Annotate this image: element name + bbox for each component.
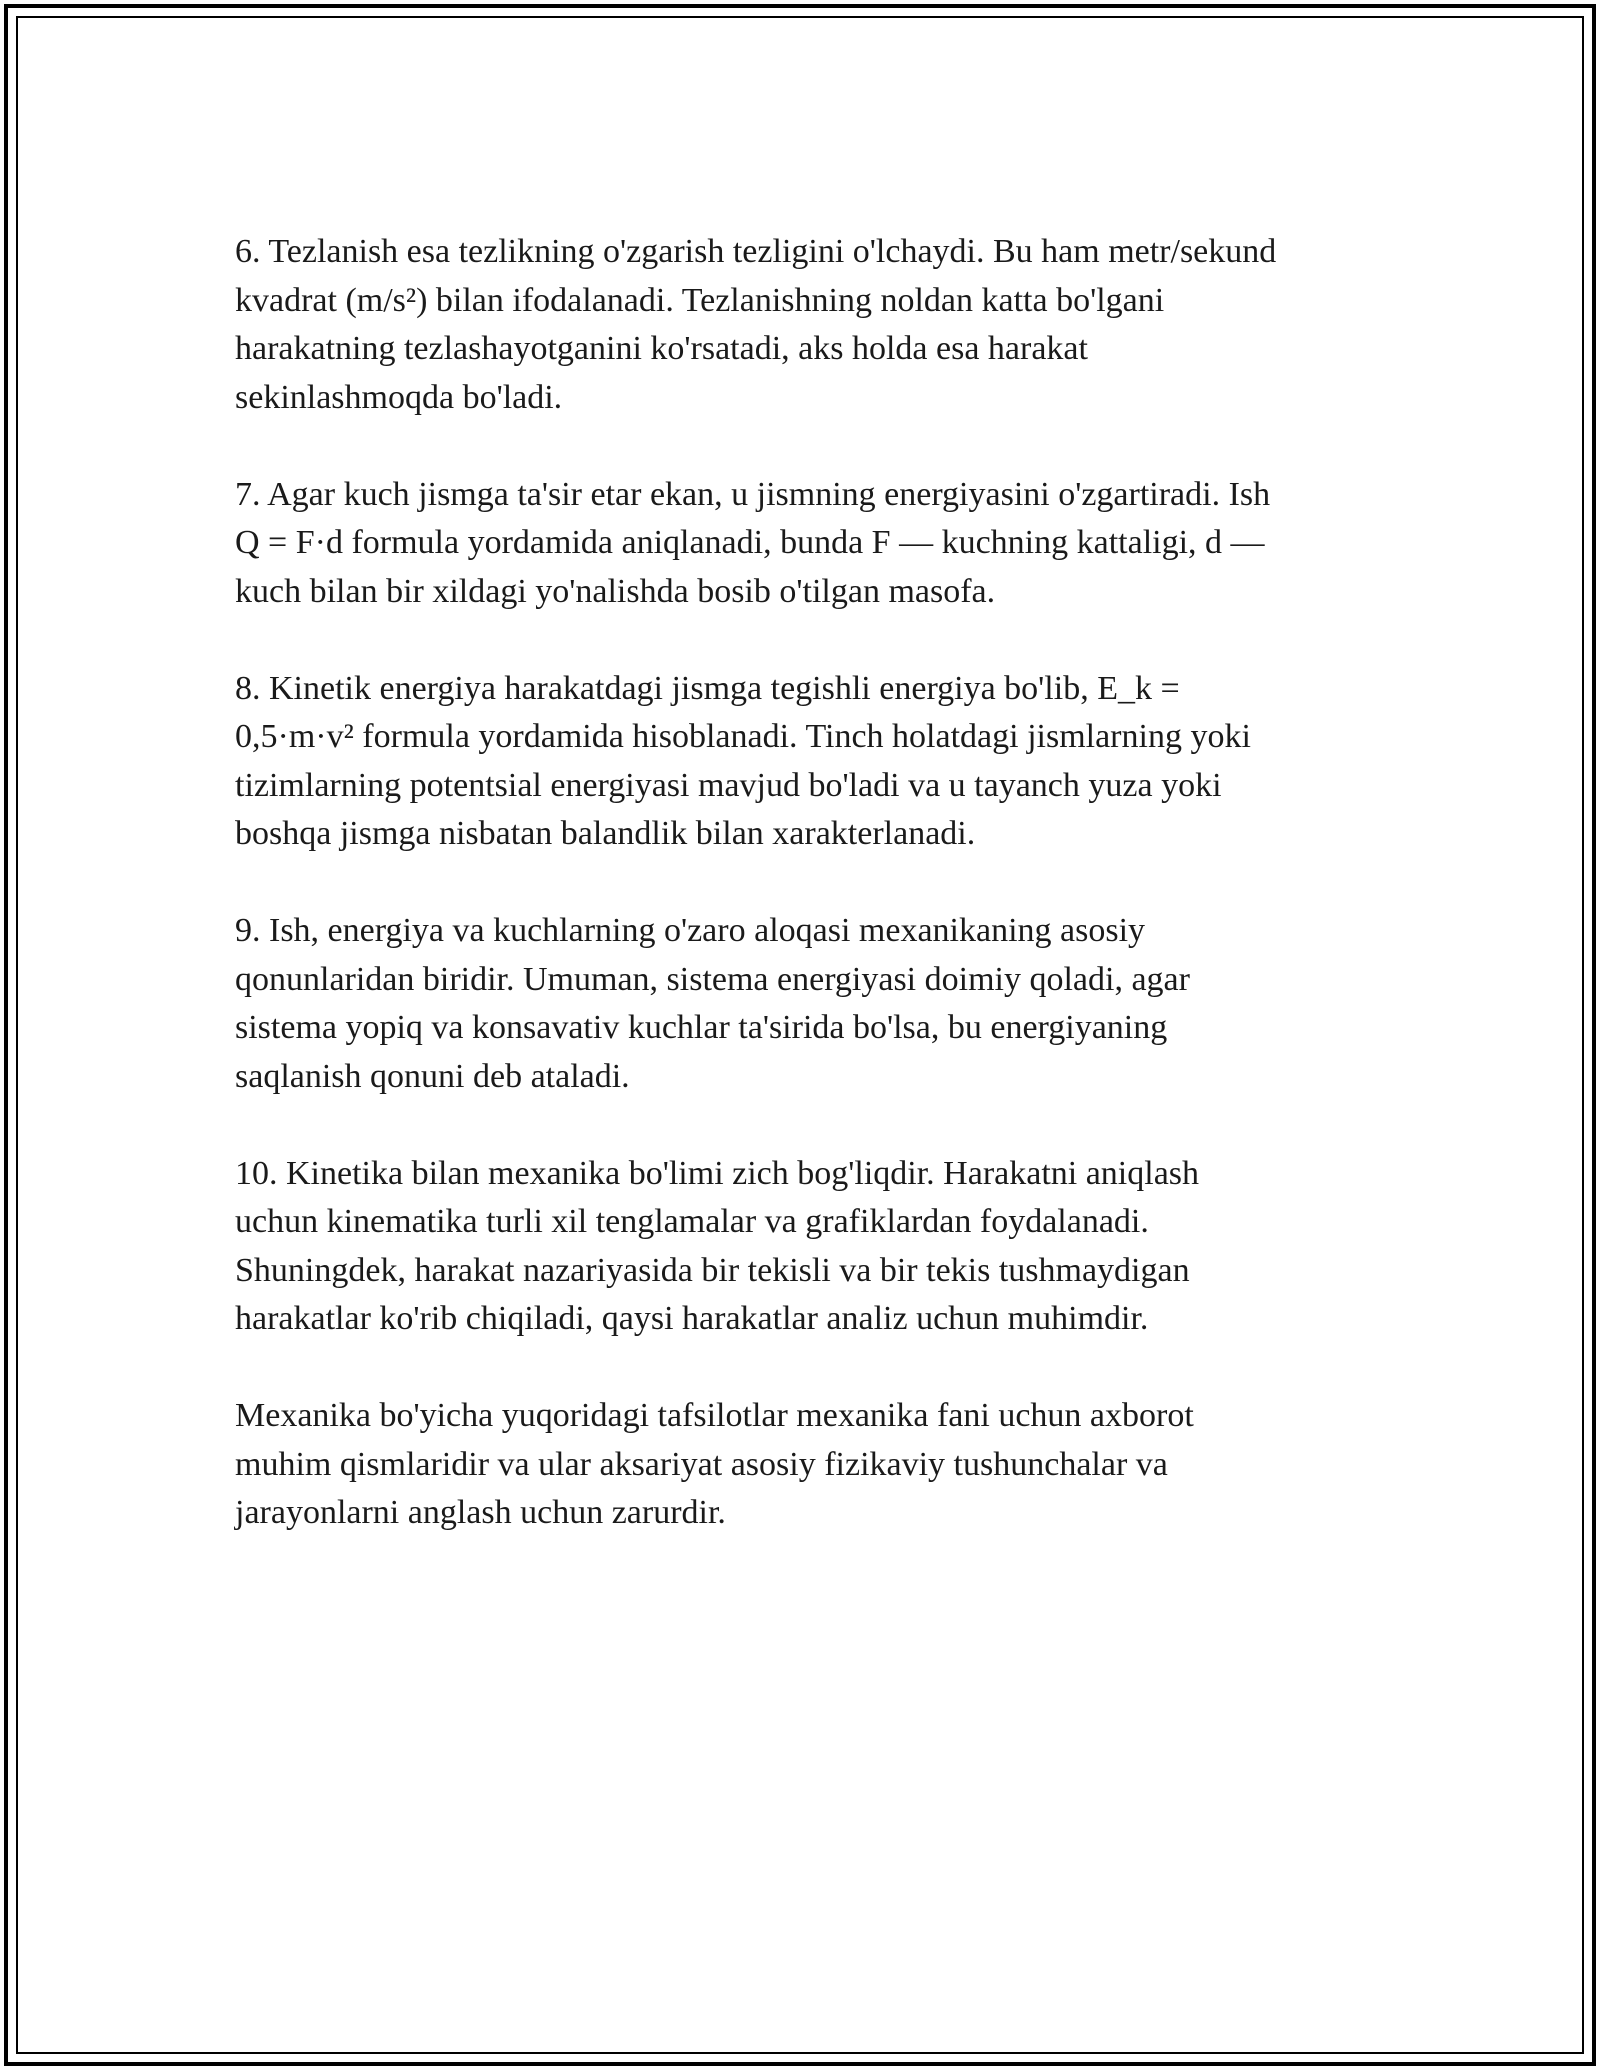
paragraph-8: 8. Kinetik energiya harakatdagi jismga tegishli energiya bo'lib, E_k = 0,5·m·v² formula yordamida hisoblanadi. Tinch holatdagi jismlarning yoki tizimlarning potentsial energiyasi mavjud bo'ladi va u tayanch yuza yoki boshqa jismga nisbatan balandlik bilan xarakterlanadi. — [235, 669, 1251, 852]
paragraph-7: 7. Agar kuch jismga ta'sir etar ekan, u jismning energiyasini o'zgartiradi. Ish Q = F·d formula yordamida aniqlanadi, bunda F — kuchning kattaligi, d — kuch bilan bir xildagi yo'nalishda bosib o'tilgan masofa. — [235, 475, 1271, 610]
paragraph-6: 6. Tezlanish esa tezlikning o'zgarish tezligini o'lchaydi. Bu ham metr/sekund kvadrat (m/s²) bilan ifodalanadi. Tezlanishning noldan katta bo'lgani harakatning tezlashayotganini ko'rsatadi, aks holda esa harakat sekinlashmoqda bo'ladi. — [235, 233, 1277, 416]
paragraph-conclusion: Mexanika bo'yicha yuqoridagi tafsilotlar mexanika fani uchun axborot muhim qismlaridir va ular aksariyat asosiy fizikaviy tushunchalar va jarayonlarni anglash uchun zarurdir. — [235, 1397, 1194, 1531]
paragraph-10: 10. Kinetika bilan mexanika bo'limi zich bog'liqdir. Harakatni aniqlash uchun kinematika turli xil tenglamalar va grafiklardan foydalanadi. Shuningdek, harakat nazariyasida bir tekisli va bir tekis tushmaydigan harakatlar ko'rib chiqiladi, qaysi harakatlar analiz uchun muhimdir. — [235, 1154, 1200, 1337]
document-body — [235, 228, 1375, 1586]
paragraph-9: 9. Ish, energiya va kuchlarning o'zaro aloqasi mexanikaning asosiy qonunlaridan biridir. Umuman, sistema energiyasi doimiy qoladi, agar sistema yopiq va konsavativ kuchlar ta'sirida bo'lsa, bu energiyaning saqlanish qonuni deb ataladi. — [235, 912, 1190, 1095]
